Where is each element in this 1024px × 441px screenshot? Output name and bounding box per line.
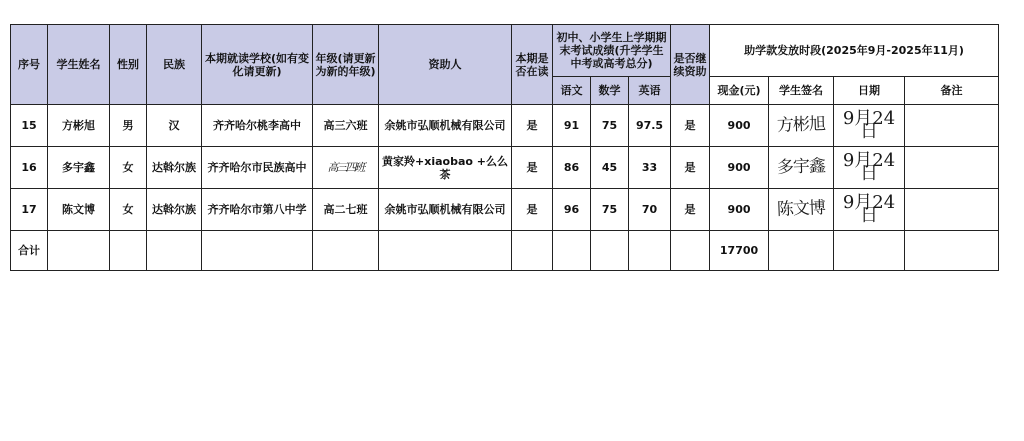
- total-row: [11, 231, 999, 271]
- cell-empty: [629, 231, 671, 271]
- subheader-signature: 学生签名: [769, 77, 834, 105]
- cell-english: 33: [629, 147, 671, 189]
- cell-empty: [905, 231, 999, 271]
- cell-chinese: 91: [553, 105, 591, 147]
- cell-cash: 900: [710, 189, 769, 231]
- cell-empty: [313, 231, 379, 271]
- cell-continue: 是: [671, 189, 710, 231]
- cell-empty: [769, 231, 834, 271]
- cell-ethnicity: 达斡尔族: [147, 147, 202, 189]
- header-enrolled: 本期是否在读: [512, 25, 553, 105]
- subheader-math: 数学: [591, 77, 629, 105]
- cell-continue: 是: [671, 147, 710, 189]
- cell-empty: [834, 231, 905, 271]
- subheader-cash: 现金(元): [710, 77, 769, 105]
- cell-name: 方彬旭: [48, 105, 110, 147]
- cell-enrolled: 是: [512, 105, 553, 147]
- handwritten-signature: 方彬旭: [776, 113, 826, 136]
- cell-math: 75: [591, 105, 629, 147]
- total-label: 合计: [11, 231, 48, 271]
- cell-signature: [769, 189, 834, 231]
- cell-cash: 900: [710, 147, 769, 189]
- cell-school: 齐齐哈尔市第八中学: [202, 189, 313, 231]
- table-row: [11, 189, 999, 231]
- handwritten-date: 9月24日: [842, 107, 896, 142]
- cell-ethnicity: 达斡尔族: [147, 189, 202, 231]
- header-continue: 是否继续资助: [671, 25, 710, 105]
- cell-school: 齐齐哈尔市民族高中: [202, 147, 313, 189]
- subheader-chinese: 语文: [553, 77, 591, 105]
- header-period: 助学款发放时段(2025年9月-2025年11月): [710, 25, 999, 77]
- cell-continue: 是: [671, 105, 710, 147]
- cell-sponsor: 余姚市弘顺机械有限公司: [379, 105, 512, 147]
- cell-school: 齐齐哈尔桃李高中: [202, 105, 313, 147]
- header-school: 本期就读学校(如有变化请更新): [202, 25, 313, 105]
- cell-empty: [379, 231, 512, 271]
- header-scores: 初中、小学生上学期期末考试成绩(升学学生中考或高考总分): [553, 25, 671, 77]
- cell-empty: [48, 231, 110, 271]
- header-ethnicity: 民族: [147, 25, 202, 105]
- cell-notes: [905, 147, 999, 189]
- cell-empty: [147, 231, 202, 271]
- cell-grade: 高二七班: [313, 189, 379, 231]
- cell-chinese: 96: [553, 189, 591, 231]
- cell-gender: 女: [110, 189, 147, 231]
- cell-signature: [769, 105, 834, 147]
- handwritten-date: 9月24日: [842, 149, 896, 184]
- cell-empty: [553, 231, 591, 271]
- cell-cash: 900: [710, 105, 769, 147]
- header-sponsor: 资助人: [379, 25, 512, 105]
- header-grade: 年级(请更新为新的年级): [313, 25, 379, 105]
- header-no: 序号: [11, 25, 48, 105]
- cell-notes: [905, 189, 999, 231]
- cell-math: 45: [591, 147, 629, 189]
- subheader-date: 日期: [834, 77, 905, 105]
- cell-sponsor: 余姚市弘顺机械有限公司: [379, 189, 512, 231]
- header-gender: 性别: [110, 25, 147, 105]
- cell-empty: [591, 231, 629, 271]
- cell-no: 17: [11, 189, 48, 231]
- cell-sponsor: 黄家羚+xiaobao +么么茶: [379, 147, 512, 189]
- table-row: [11, 105, 999, 147]
- header-row: [11, 25, 999, 77]
- cell-chinese: 86: [553, 147, 591, 189]
- cell-date: [834, 189, 905, 231]
- cell-empty: [512, 231, 553, 271]
- cell-grade: 高三六班: [313, 105, 379, 147]
- scholarship-table: [10, 24, 999, 271]
- cell-date: [834, 105, 905, 147]
- cell-math: 75: [591, 189, 629, 231]
- cell-no: 15: [11, 105, 48, 147]
- cell-gender: 男: [110, 105, 147, 147]
- cell-english: 97.5: [629, 105, 671, 147]
- cell-grade: [313, 147, 379, 189]
- cell-name: 多宇鑫: [48, 147, 110, 189]
- cell-notes: [905, 105, 999, 147]
- handwritten-signature: 陈文博: [776, 197, 826, 220]
- cell-no: 16: [11, 147, 48, 189]
- cell-empty: [202, 231, 313, 271]
- cell-signature: [769, 147, 834, 189]
- cell-date: [834, 147, 905, 189]
- cell-empty: [671, 231, 710, 271]
- header-name: 学生姓名: [48, 25, 110, 105]
- total-cash: 17700: [710, 231, 769, 271]
- handwritten-grade: 高三四班: [327, 161, 364, 174]
- cell-english: 70: [629, 189, 671, 231]
- cell-ethnicity: 汉: [147, 105, 202, 147]
- table-row: [11, 147, 999, 189]
- cell-gender: 女: [110, 147, 147, 189]
- subheader-english: 英语: [629, 77, 671, 105]
- handwritten-date: 9月24日: [842, 191, 896, 226]
- cell-enrolled: 是: [512, 189, 553, 231]
- cell-empty: [110, 231, 147, 271]
- handwritten-signature: 多宇鑫: [776, 155, 826, 178]
- cell-enrolled: 是: [512, 147, 553, 189]
- subheader-notes: 备注: [905, 77, 999, 105]
- cell-name: 陈文博: [48, 189, 110, 231]
